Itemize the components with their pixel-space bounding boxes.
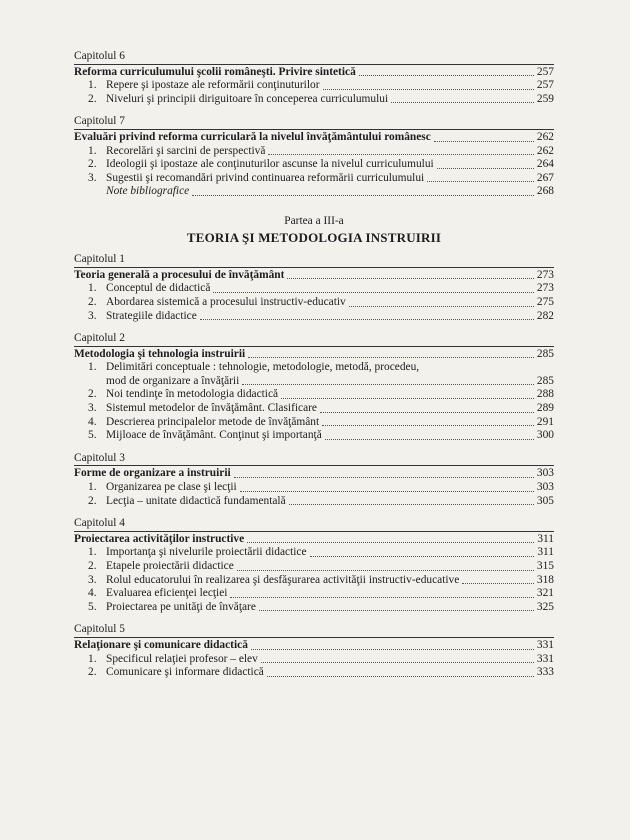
entry-title: Evaluarea eficienţei lecţiei [106, 587, 228, 600]
entry-title: Rolul educatorului în realizarea şi desfăşurarea activităţii instructiv-educative [106, 573, 460, 586]
page-number: 325 [536, 600, 554, 613]
chapter-title-text [74, 467, 231, 481]
entry-title: Sugestii şi recomandări privind continuarea reformării curriculumului [106, 171, 425, 184]
toc-entry-text [74, 495, 286, 509]
toc-entry [74, 361, 554, 375]
entry-title: Sistemul metodelor de învăţământ. Clasificare [106, 402, 317, 415]
dot-leader [359, 75, 534, 76]
entry-title: Lecţia – unitate didactică fundamentală [106, 494, 286, 507]
entry-number: 5. [88, 600, 97, 613]
dot-leader [268, 154, 534, 155]
chapter-label: Capitolul 2 [74, 332, 125, 345]
page-number: 303 [536, 467, 554, 480]
toc-entry [74, 560, 554, 574]
entry-title: Abordarea sistemică a procesului instructiv-educativ [106, 295, 346, 308]
page-number: 331 [536, 652, 554, 665]
dot-leader [320, 412, 534, 413]
page-number: 305 [536, 494, 554, 507]
chapter-title [74, 637, 554, 653]
toc-entry-text [74, 282, 210, 296]
toc-entry [74, 158, 554, 172]
toc-entry-text [74, 361, 419, 375]
entry-title: Relaţionare şi comunicare didactică [74, 638, 248, 651]
entry-title: Proiectarea activităţilor instructive [74, 532, 245, 545]
entry-title: Niveluri şi principii diriguitoare în conceperea curriculumului [106, 92, 389, 105]
part-label: Partea a III-a [284, 214, 344, 227]
page-number: 303 [536, 481, 554, 494]
page-number: 275 [536, 295, 554, 308]
entry-title: Evaluări privind reforma curriculară la nivelul învăţământului românesc [74, 130, 431, 143]
entry-title: Conceptul de didactică [106, 282, 211, 295]
toc-entry [74, 574, 554, 588]
dot-leader [213, 292, 534, 293]
page-number: 315 [536, 560, 554, 572]
toc-entry [74, 601, 554, 615]
toc-entry [74, 666, 554, 680]
entry-number: 3. [88, 573, 97, 586]
chapter-label: Capitolul 3 [74, 451, 125, 464]
page-number: 300 [536, 429, 554, 442]
entry-number: 1. [88, 144, 97, 157]
toc-entry-continuation-text [106, 375, 239, 389]
toc-entry-text [74, 587, 227, 601]
entry-number: 1. [88, 79, 97, 92]
chapter-title-text [74, 66, 356, 80]
entry-number: 2. [88, 560, 97, 572]
chapter-label: Capitolul 7 [74, 115, 125, 128]
chapter-label: Capitolul 1 [74, 253, 125, 266]
entry-title: Mijloace de învăţământ. Conţinut şi importanţă [106, 429, 322, 442]
page-number: 318 [536, 573, 554, 586]
toc-entry-text [74, 310, 197, 324]
chapter-label: Capitolul 6 [74, 50, 125, 62]
toc-entry [74, 296, 554, 310]
dot-leader [323, 89, 534, 90]
toc-entry [74, 93, 554, 107]
bibliography-note [74, 185, 554, 199]
page-number: 262 [536, 144, 554, 157]
dot-leader [462, 583, 534, 584]
toc-entry [74, 172, 554, 186]
table-of-contents [74, 50, 554, 680]
toc-entry-text [74, 666, 264, 680]
toc-entry [74, 79, 554, 93]
toc-entry-text [74, 172, 424, 186]
entry-title: Metodologia şi tehnologia instruirii [74, 347, 246, 360]
entry-title: Comunicare şi informare didactică [106, 666, 264, 679]
toc-entry [74, 145, 554, 159]
toc-entry [74, 587, 554, 601]
page-number: 262 [536, 130, 554, 143]
toc-entry [74, 481, 554, 495]
entry-number: 4. [88, 415, 97, 428]
entry-number: 3. [88, 309, 97, 322]
entry-title: Organizarea pe clase şi lecţii [106, 481, 237, 494]
dot-leader [267, 676, 534, 677]
page-number: 289 [536, 402, 554, 415]
entry-number: 1. [88, 546, 97, 559]
page-number: 264 [536, 158, 554, 171]
dot-leader [310, 556, 535, 557]
page-number: 267 [536, 171, 554, 184]
entry-number: 2. [88, 158, 97, 171]
toc-entry [74, 310, 554, 324]
page-number: 285 [536, 347, 554, 360]
dot-leader [240, 491, 534, 492]
dot-leader [261, 662, 534, 663]
dot-leader [242, 384, 534, 385]
entry-title: Ideologii şi ipostaze ale conţinuturilor ascunse la nivelul curriculumului [106, 158, 434, 171]
dot-leader [391, 102, 534, 103]
entry-number: 2. [88, 666, 97, 679]
toc-entry [74, 653, 554, 667]
toc-entry-continuation [74, 375, 554, 389]
dot-leader [289, 504, 534, 505]
toc-entry-text [74, 416, 319, 430]
entry-title: Specificul relaţiei profesor – elev [106, 652, 258, 665]
dot-leader [281, 398, 534, 399]
chapter-title-text [74, 348, 245, 362]
page-number: 273 [536, 282, 554, 295]
chapter-title [74, 531, 554, 547]
page-number: 285 [536, 374, 554, 387]
toc-entry [74, 546, 554, 560]
toc-entry [74, 495, 554, 509]
toc-entry-text [74, 402, 317, 416]
entry-title: Recorelări şi sarcini de perspectivă [106, 144, 266, 157]
chapter-title-text [74, 269, 284, 283]
page-number: 288 [536, 388, 554, 401]
entry-number: 1. [88, 361, 97, 374]
dot-leader [251, 649, 534, 650]
entry-title: Strategiile didactice [106, 309, 197, 322]
dot-leader [322, 425, 534, 426]
dot-leader [248, 357, 534, 358]
toc-entry-text [74, 601, 256, 615]
chapter-title [74, 64, 554, 80]
entry-number: 1. [88, 282, 97, 295]
dot-leader [234, 477, 534, 478]
page-number: 257 [536, 79, 554, 92]
toc-entry-text [74, 79, 320, 93]
entry-title: mod de organizare a învăţării [106, 374, 240, 387]
toc-entry-text [74, 429, 322, 443]
chapter-title-text [74, 131, 431, 145]
page-number: 268 [536, 185, 554, 198]
page-number: 259 [536, 92, 554, 105]
dot-leader [287, 278, 533, 279]
entry-title: Repere şi ipostaze ale reformării conţinuturilor [106, 79, 320, 92]
entry-title: Descrierea principalelor metode de învăţământ [106, 415, 320, 428]
toc-entry-text [74, 158, 434, 172]
entry-title: Noi tendinţe în metodologia didactică [106, 388, 279, 401]
dot-leader [237, 570, 534, 571]
toc-entry [74, 416, 554, 430]
toc-entry [74, 282, 554, 296]
toc-entry-text [74, 560, 234, 574]
dot-leader [434, 141, 534, 142]
entry-title: Forme de organizare a instruirii [74, 467, 231, 480]
entry-title: Proiectarea pe unităţi de învăţare [106, 600, 256, 613]
dot-leader [200, 319, 534, 320]
toc-entry-text [74, 296, 346, 310]
chapter-title [74, 267, 554, 283]
chapter-label: Capitolul 5 [74, 623, 125, 636]
entry-title: Etapele proiectării didactice [106, 560, 234, 572]
toc-entry [74, 429, 554, 443]
entry-title: Importanţa şi nivelurile proiectării didactice [106, 546, 307, 559]
page-number: 273 [536, 268, 554, 281]
chapter-title-text [74, 639, 248, 653]
entry-title: Teoria generală a procesului de învăţământ [74, 268, 285, 281]
page-number: 257 [536, 65, 554, 78]
toc-entry-text [74, 546, 307, 560]
toc-entry-text [74, 481, 237, 495]
entry-number: 5. [88, 429, 97, 442]
toc-entry [74, 388, 554, 402]
page-number: 311 [537, 546, 554, 559]
entry-number: 3. [88, 402, 97, 415]
dot-leader [427, 181, 534, 182]
entry-title: Delimitări conceptuale : tehnologie, metodologie, metodă, procedeu, [106, 361, 420, 374]
toc-entry-text [74, 93, 388, 107]
dot-leader [230, 597, 533, 598]
entry-number: 2. [88, 494, 97, 507]
chapter-title [74, 129, 554, 145]
toc-entry-text [74, 145, 265, 159]
page-number: 311 [537, 532, 554, 545]
dot-leader [325, 439, 534, 440]
chapter-title [74, 346, 554, 362]
dot-leader [259, 610, 534, 611]
entry-title: Note bibliografice [106, 185, 190, 198]
toc-entry-text [74, 653, 258, 667]
entry-number: 2. [88, 295, 97, 308]
dot-leader [349, 306, 534, 307]
chapter-title [74, 465, 554, 481]
dot-leader [247, 542, 534, 543]
part-title: TEORIA ŞI METODOLOGIA INSTRUIRII [186, 229, 442, 245]
entry-number: 4. [88, 587, 97, 600]
chapter-label: Capitolul 4 [74, 517, 125, 530]
page-number: 321 [536, 587, 554, 600]
entry-number: 1. [88, 652, 97, 665]
page-number: 331 [536, 638, 554, 651]
entry-number: 2. [88, 388, 97, 401]
entry-number: 2. [88, 92, 97, 105]
toc-entry [74, 402, 554, 416]
toc-entry-text [74, 574, 459, 588]
page-number: 291 [536, 415, 554, 428]
dot-leader [437, 168, 534, 169]
dot-leader [192, 195, 534, 196]
toc-entry-text [74, 388, 278, 402]
entry-title: Reforma curriculumului şcolii româneşti. Privire sintetică [74, 65, 356, 78]
entry-number: 3. [88, 171, 97, 184]
page-number: 282 [536, 309, 554, 322]
chapter-title-text [74, 533, 244, 547]
page-number: 333 [536, 666, 554, 679]
bibliography-note-text [74, 185, 189, 199]
entry-number: 1. [88, 481, 97, 494]
